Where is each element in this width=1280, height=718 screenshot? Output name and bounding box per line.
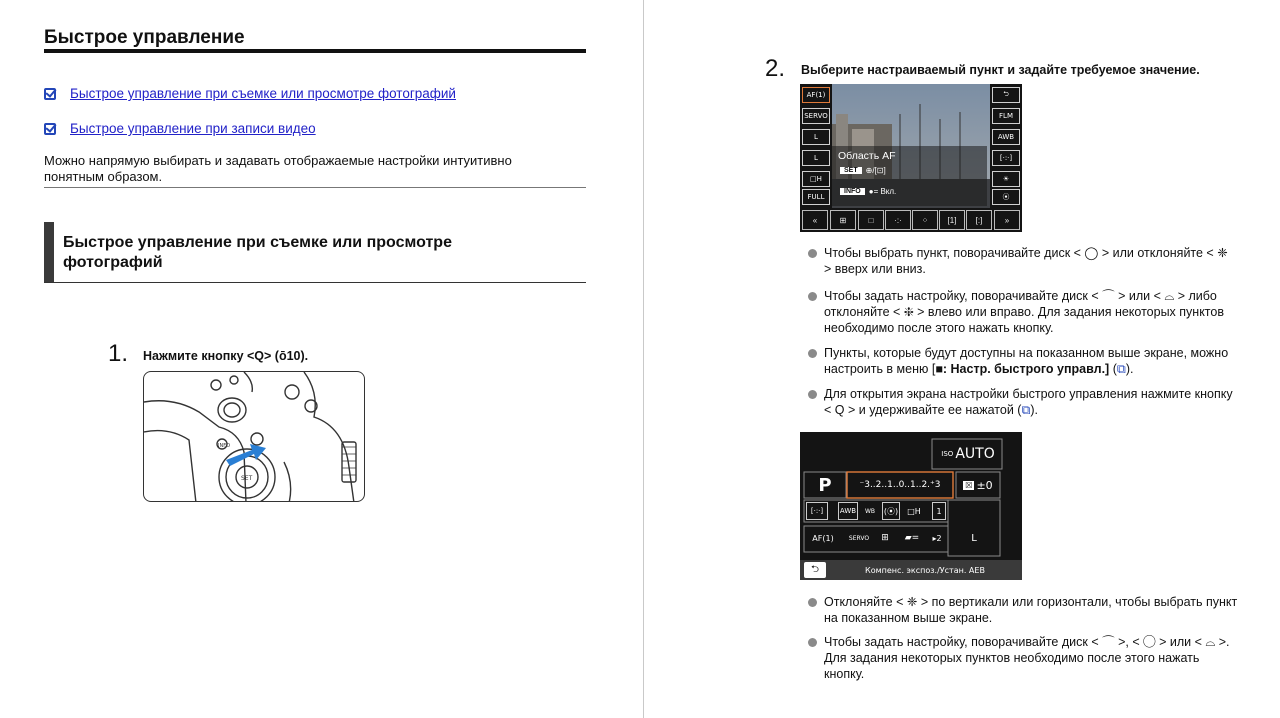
step2-text: Выберите настраиваемый пункт и задайте требуемое значение.: [801, 63, 1200, 77]
toc-link-photos[interactable]: [44, 86, 456, 101]
white-balance-icon: AWB: [992, 129, 1020, 145]
bullet-select-item: Чтобы выбрать пункт, поворачивайте диск < ◯ > или отклоняйте < ❈ > вверх или вниз.: [808, 245, 1238, 277]
bullet-customize: Пункты, которые будут доступны на показанном выше экране, можно настроить в меню [■: Настр. быстрого управл.] (⧉).: [808, 345, 1238, 377]
shooting-mode: P: [818, 474, 832, 496]
set-badge: SET: [840, 167, 862, 174]
af-option-3: ·:·: [885, 210, 911, 230]
af-option-6: [:]: [966, 210, 992, 230]
toc-link-video[interactable]: [44, 121, 316, 136]
metering-icon: [·:·]: [806, 502, 828, 520]
step1-text: Нажмите кнопку <Q> (ō10).: [143, 349, 309, 363]
quick-control-screen-live: [800, 84, 1022, 232]
drive-mode-item: □H: [802, 171, 830, 187]
af-area-item: AF(1): [802, 87, 830, 103]
af-option-2: □: [858, 210, 884, 230]
af-option-next: »: [994, 210, 1020, 230]
step1-number: 1.: [108, 340, 129, 367]
title-rule: [44, 49, 586, 53]
drive-mode-icon: □H: [907, 506, 921, 516]
flash-icon: ▰=: [904, 533, 920, 543]
screen2-footer: Компенс. экспоз./Устан. AEB: [865, 565, 985, 575]
metering-mode-icon: (⦿): [882, 502, 900, 520]
quick-control-screen-settings: [800, 432, 1022, 580]
menu-path: : Настр. быстрого управл.]: [942, 362, 1110, 376]
back-icon: ⮌: [804, 562, 826, 578]
camera-q-button-illustration: [143, 371, 365, 502]
section-rule: [44, 282, 586, 283]
svg-text:SET: SET: [241, 475, 253, 482]
exposure-compensation: ☒ ±0: [965, 478, 993, 492]
info-hint: ●= Вкл.: [868, 187, 897, 196]
image-quality-value: L: [971, 532, 977, 544]
af-area-label: Область AF: [838, 150, 896, 162]
image-size-item: L: [802, 150, 830, 166]
page-title: Быстрое управление: [44, 27, 245, 48]
info-badge: INFO: [840, 188, 865, 195]
bullet-tilt-select: Отклоняйте < ❈ > по вертикали или горизонтали, чтобы выбрать пункт на показанном выше экране.: [808, 594, 1238, 626]
iso-auto: ISO AUTO: [941, 446, 995, 462]
white-balance-icon: AWB: [838, 502, 858, 520]
bullet-set-value: Чтобы задать настройку, поворачивайте диск < ⌒ > или < ⌓ > либо отклоняйте < ❈ > влево или вправо. Для задания некоторых пунктов необходимо после этого нажать кнопку.: [808, 288, 1238, 336]
exposure-scale: ⁻3..2..1..0..1..2.⁺3: [859, 480, 941, 490]
af-servo-icon: SERVO: [848, 534, 870, 542]
camera-menu-icon: ■: [935, 362, 943, 376]
intro-rule: [44, 187, 586, 188]
image-quality-item: L: [802, 129, 830, 145]
af-option-4: ⁘: [912, 210, 938, 230]
af-operation-icon: AF(1): [812, 533, 834, 543]
bullet-open-settings: Для открытия экрана настройки быстрого управления нажмите кнопку < Q > и удерживайте ее нажатой (⧉).: [808, 386, 1238, 418]
af-servo-item: SERVO: [802, 108, 830, 124]
page-ref-icon[interactable]: ⧉: [1116, 362, 1126, 376]
checkbox-link-icon: [44, 88, 56, 100]
toc-link-video-label[interactable]: Быстрое управление при записи видео: [70, 121, 316, 136]
picture-style-icon: FLM: [992, 108, 1020, 124]
section-title: Быстрое управление при съемке или просмотре фотографий: [63, 234, 452, 271]
card-slot-icon: 1: [932, 502, 946, 520]
svg-text:INFO: INFO: [218, 443, 231, 449]
page-divider: [643, 0, 644, 718]
af-option-prev: «: [802, 210, 828, 230]
af-option-5: [1]: [939, 210, 965, 230]
checkbox-link-icon: [44, 123, 56, 135]
lighting-icon: ☀: [992, 171, 1020, 187]
section-bar: [44, 222, 54, 283]
back-icon: ⮌: [992, 87, 1020, 103]
wb-shift-icon: WB: [864, 507, 876, 515]
page-ref-icon[interactable]: ⧉: [1021, 403, 1031, 417]
toc-link-photos-label[interactable]: Быстрое управление при съемке или просмотре фотографий: [70, 86, 456, 101]
card-2-icon: ▸2: [932, 533, 942, 543]
picture-style-icon: ⊞: [881, 533, 889, 543]
af-option-1: ⊞: [830, 210, 856, 230]
bullet-dial-set: Чтобы задать настройку, поворачивайте диск < ⌒ >, < ◯ > или < ⌓ >. Для задания некоторых пунктов необходимо после этого нажать кнопку.: [808, 634, 1238, 682]
step2-number: 2.: [765, 55, 786, 82]
set-hint: ⊕/[⊡]: [865, 166, 886, 175]
intro-text: Можно напрямую выбирать и задавать отображаемые настройки интуитивно понятным образом.: [44, 153, 512, 184]
metering-icon: [·:·]: [992, 150, 1020, 166]
metering-mode-icon: ⦿: [992, 189, 1020, 205]
crop-item: FULL: [802, 189, 830, 205]
